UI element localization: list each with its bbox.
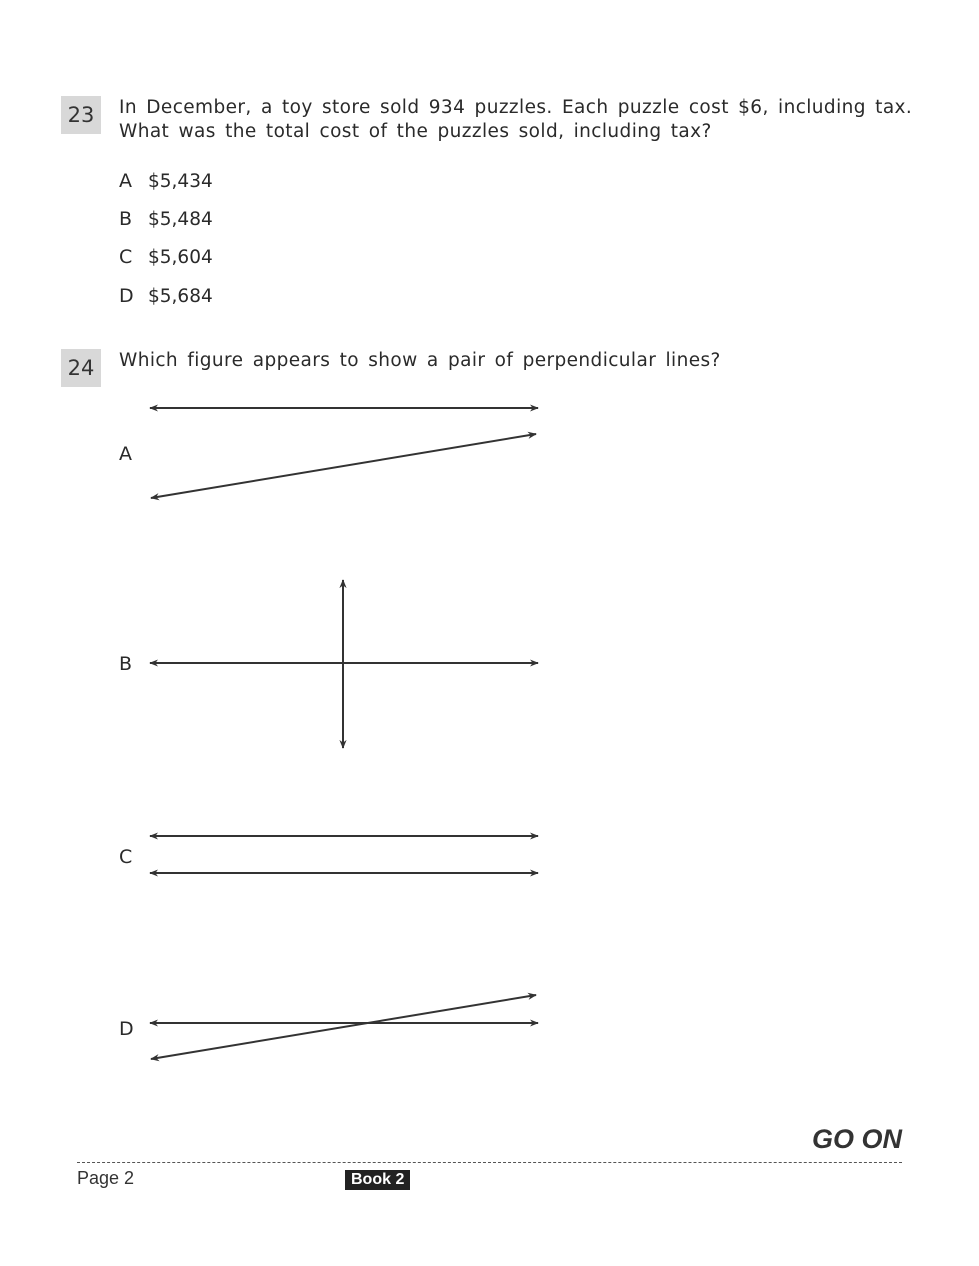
go-on-label: GO ON xyxy=(811,1124,902,1154)
figure-b-label: B xyxy=(119,653,133,675)
question-number-24: 24 xyxy=(61,349,101,387)
choice-text: $5,684 xyxy=(148,285,213,307)
question-number-23: 23 xyxy=(61,96,101,134)
question-23-line-1: In December, a toy store sold 934 puzzles. Each puzzle cost $6, including tax. xyxy=(119,97,913,118)
question-24-text: Which figure appears to show a pair of perpendicular lines? xyxy=(119,350,721,371)
choice-letter: B xyxy=(119,208,133,230)
figure-d-line-slanted xyxy=(151,995,536,1059)
question-23-line-2: What was the total cost of the puzzles sold, including tax? xyxy=(119,121,712,142)
figure-c-label: C xyxy=(119,846,133,868)
page-number: Page 2 xyxy=(77,1168,135,1188)
book-badge: Book 2 xyxy=(345,1170,410,1190)
choice-text: $5,434 xyxy=(148,170,213,192)
choice-text: $5,604 xyxy=(148,246,213,268)
figure-d-label: D xyxy=(119,1018,134,1040)
choice-letter: D xyxy=(119,285,134,307)
figure-b[interactable] xyxy=(150,580,538,748)
figure-a-label: A xyxy=(119,443,132,465)
figure-a-line-2 xyxy=(151,434,536,498)
figure-a[interactable] xyxy=(150,408,538,498)
choice-letter: C xyxy=(119,246,133,268)
figure-d[interactable] xyxy=(150,995,538,1059)
figure-c[interactable] xyxy=(150,836,538,873)
choice-text: $5,484 xyxy=(148,208,213,230)
footer-divider xyxy=(77,1162,902,1163)
choice-letter: A xyxy=(119,170,132,192)
